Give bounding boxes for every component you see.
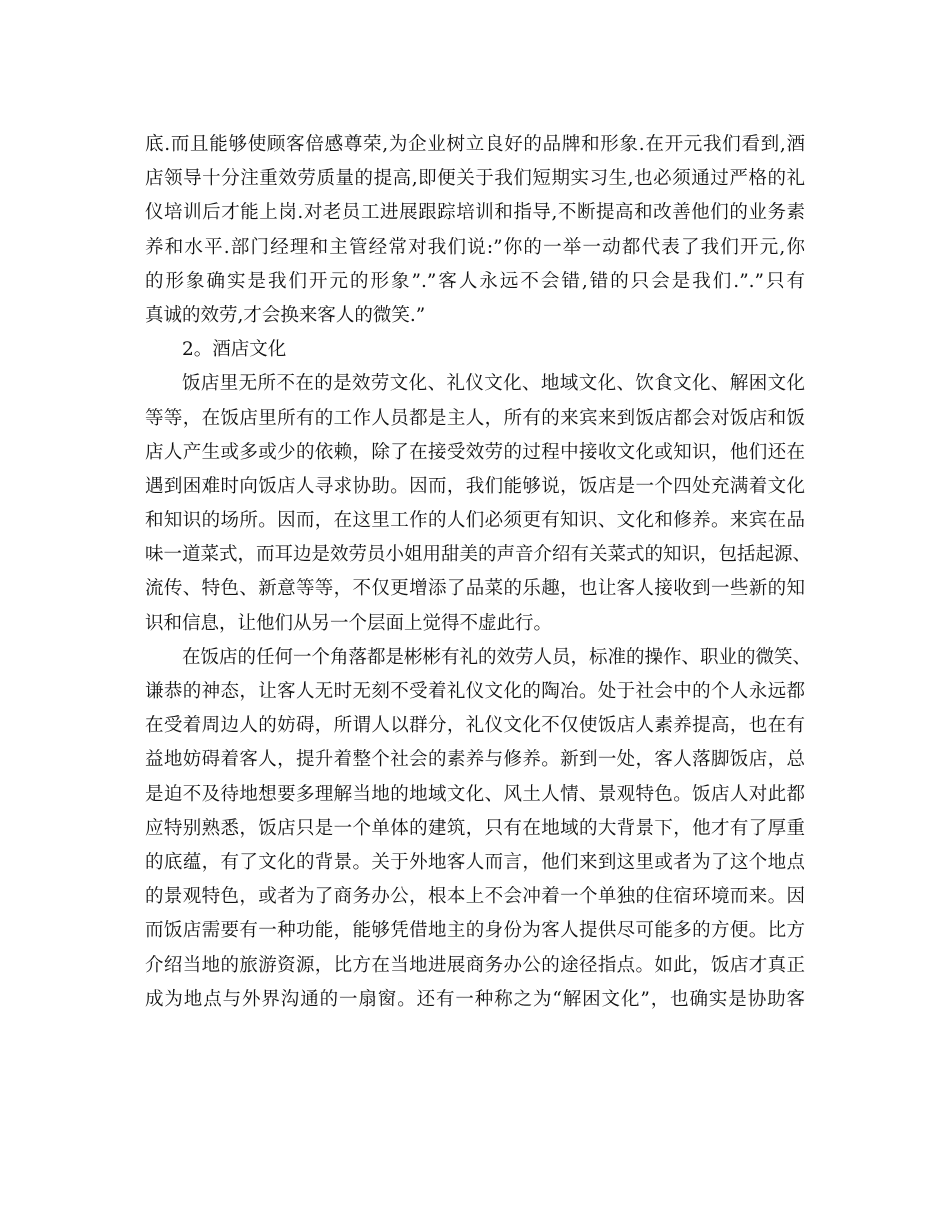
text-line: 养和水平.部门经理和主管经常对我们说:”你的一举一动都代表了我们开元,你 bbox=[145, 236, 805, 258]
text-line: 和知识的场所。因而，在这里工作的人们必须更有知识、文化和修养。来宾在品 bbox=[145, 510, 805, 532]
text-line: 是迫不及待地想要多理解当地的地域文化、风土人情、景观特色。饭店人对此都 bbox=[145, 783, 805, 805]
text-line: 真诚的效劳,才会换来客人的微笑.” bbox=[145, 304, 426, 326]
document-body bbox=[145, 128, 812, 1017]
text-line: 饭店里无所不在的是效劳文化、礼仪文化、地域文化、饮食文化、解困文化 bbox=[182, 373, 805, 395]
text-line: 的形象确实是我们开元的形象”.”客人永远不会错,错的只会是我们.”.”只有 bbox=[145, 270, 805, 292]
text-line: 的底蕴，有了文化的背景。关于外地客人而言，他们来到这里或者为了这个地点 bbox=[145, 851, 805, 873]
text-line: 在饭店的任何一个角落都是彬彬有礼的效劳人员，标准的操作、职业的微笑、 bbox=[182, 646, 812, 668]
text-line: 而饭店需要有一种功能，能够凭借地主的身份为客人提供尽可能多的方便。比方 bbox=[145, 920, 805, 942]
text-line: 的景观特色，或者为了商务办公，根本上不会冲着一个单独的住宿环境而来。因 bbox=[145, 886, 805, 908]
text-line: 在受着周边人的妨碍，所谓人以群分，礼仪文化不仅使饭店人素养提高，也在有 bbox=[145, 715, 805, 737]
text-line: 2。酒店文化 bbox=[182, 339, 287, 361]
text-line: 仪培训后才能上岗.对老员工进展跟踪培训和指导,不断提高和改善他们的业务素 bbox=[145, 202, 805, 224]
text-line: 等等，在饭店里所有的工作人员都是主人，所有的来宾来到饭店都会对饭店和饭 bbox=[145, 407, 805, 429]
text-line: 店人产生或多或少的依赖，除了在接受效劳的过程中接收文化或知识，他们还在 bbox=[145, 441, 805, 463]
text-line: 味一道菜式，而耳边是效劳员小姐用甜美的声音介绍有关菜式的知识，包括起源、 bbox=[145, 544, 812, 566]
text-line: 介绍当地的旅游资源，比方在当地进展商务办公的途径指点。如此，饭店才真正 bbox=[145, 954, 805, 976]
text-line: 应特别熟悉，饭店只是一个单体的建筑，只有在地域的大背景下，他才有了厚重 bbox=[145, 817, 805, 839]
text-line: 店领导十分注重效劳质量的提高,即便关于我们短期实习生,也必须通过严格的礼 bbox=[145, 168, 805, 190]
text-line: 底.而且能够使顾客倍感尊荣,为企业树立良好的品牌和形象.在开元我们看到,酒 bbox=[145, 134, 805, 155]
text-line: 流传、特色、新意等等，不仅更增添了品菜的乐趣，也让客人接收到一些新的知 bbox=[145, 578, 805, 600]
text-line: 成为地点与外界沟通的一扇窗。还有一种称之为“解困文化”，也确实是协助客 bbox=[145, 988, 805, 1010]
text-line: 益地妨碍着客人，提升着整个社会的素养与修养。新到一处，客人落脚饭店，总 bbox=[145, 749, 805, 771]
text-line: 识和信息，让他们从另一个层面上觉得不虚此行。 bbox=[145, 612, 553, 634]
text-line: 遇到困难时向饭店人寻求协助。因而，我们能够说，饭店是一个四处充满着文化 bbox=[145, 475, 805, 497]
text-line: 谦恭的神态，让客人无时无刻不受着礼仪文化的陶冶。处于社会中的个人永远都 bbox=[145, 681, 805, 702]
